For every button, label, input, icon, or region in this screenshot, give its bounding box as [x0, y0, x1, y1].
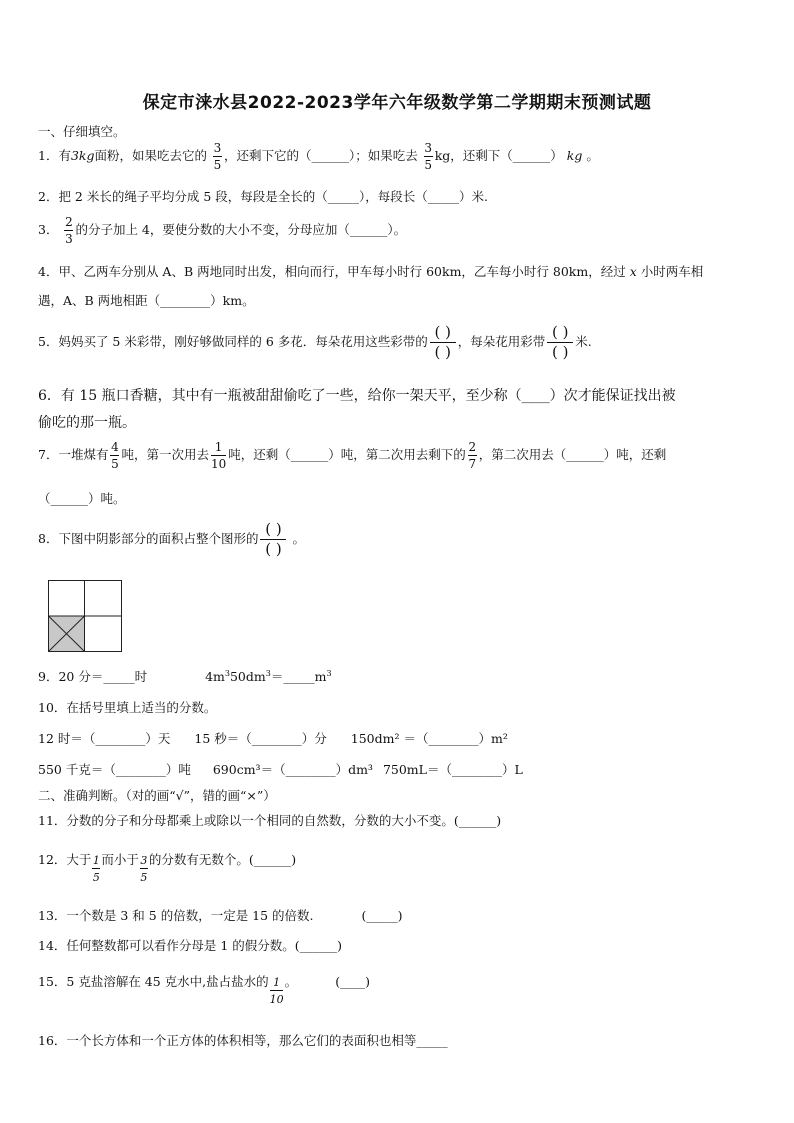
- question-2: 2．把 2 米长的绳子平均分成 5 段，每段是全长的（_____），每段长（_____）米.: [38, 189, 488, 204]
- question-10-row-1: 12 时＝（________）天 15 秒＝（________）分 150dm² ＝（________）m²: [38, 731, 508, 746]
- question-6-line-1: 6．有 15 瓶口香糖，其中有一瓶被甜甜偷吃了一些，给你一架天平，至少称（____）次才能保证找出被: [38, 388, 676, 404]
- question-10-row-2: 550 千克＝（________）吨 690cm³＝（________）dm³ 750mL＝（________）L: [38, 762, 523, 777]
- fraction: $\frac{1}{5}$: [92, 854, 100, 884]
- question-16: 16．一个长方体和一个正方体的体积相等，那么它们的表面积也相等_____: [38, 1033, 448, 1048]
- question-7-line-2: （______）吨。: [38, 491, 126, 506]
- fraction: $\frac{1}{10}$: [269, 976, 284, 1006]
- blank-fraction: $\frac{( )}{( )}$: [547, 325, 573, 360]
- section-2-heading: 二、准确判断。（对的画“√”，错的画“×”）: [38, 788, 276, 803]
- question-13: 13．一个数是 3 和 5 的倍数，一定是 15 的倍数. (_____): [38, 908, 403, 923]
- fraction: $\frac{1}{10}$: [210, 440, 227, 471]
- fraction: $\frac{3}{5}$: [140, 854, 148, 884]
- section-1-heading: 一、仔细填空。: [38, 124, 126, 139]
- page-title: 保定市涞水县2022-2023学年六年级数学第二学期期末预测试题: [142, 93, 652, 113]
- fraction: $\frac{2}{3}$: [65, 215, 73, 246]
- question-3: 3． $\frac{2}{3}$ 的分子加上 4，要使分数的大小不变，分母应加（______）。: [38, 215, 407, 246]
- question-12: 12．大于 $\frac{1}{5}$ 而小于 $\frac{3}{5}$ 的分数有无数个。(______): [38, 852, 297, 884]
- question-7: 7．一堆煤有 $\frac{4}{5}$ 吨，第一次用去 $\frac{1}{10}$ 吨，还剩（______）吨，第二次用去剩下的 $\frac{2}{7}$ ，第二次用去（______）吨，还剩: [38, 440, 667, 471]
- question-6-line-2: 偷吃的那一瓶。: [38, 415, 136, 431]
- fraction: $\frac{3}{5}$: [213, 141, 222, 172]
- fraction: $\frac{2}{7}$: [468, 440, 477, 471]
- question-10: 10．在括号里填上适当的分数。: [38, 700, 217, 715]
- question-15: 15．5 克盐溶解在 45 克水中,盐占盐水的 $\frac{1}{10}$ 。 (____): [38, 974, 370, 1006]
- question-9: 9．20 分＝_____时 $4m^350dm^3=\_\_\_\_\_m^3$: [38, 668, 332, 684]
- question-4-line-1: 4．甲、乙两车分别从 A、B 两地同时出发，相向而行，甲车每小时行 60km，乙车每小时行 80km，经过 x 小时两车相: [38, 264, 704, 279]
- question-8: 8．下图中阴影部分的面积占整个图形的 $\frac{( )}{( )}$ 。: [38, 520, 305, 558]
- fraction: $\frac{3}{5}$: [424, 141, 433, 172]
- question-4-line-2: 遇，A、B 两地相距（________）km。: [38, 293, 255, 308]
- blank-fraction: $\frac{( )}{( )}$: [430, 325, 456, 360]
- question-14: 14．任何整数都可以看作分母是 1 的假分数。(______): [38, 938, 343, 953]
- fraction: $\frac{4}{5}$: [111, 440, 119, 471]
- question-1: 1．有3kg面粉，如果吃去它的 $\frac{3}{5}$ ，还剩下它的（______）；如果吃去 $\frac{3}{5}$ kg，还剩下（______） kg 。: [38, 141, 599, 172]
- shaded-grid-figure: [48, 580, 122, 652]
- blank-fraction: $\frac{( )}{( )}$: [260, 522, 286, 557]
- question-11: 11．分数的分子和分母都乘上或除以一个相同的自然数，分数的大小不变。(______): [38, 813, 502, 828]
- question-5: 5．妈妈买了 5 米彩带，刚好够做同样的 6 多花．每朵花用这些彩带的 $\frac{( )}{( )}$ ，每朵花用彩带 $\frac{( )}{( )}$ 米.: [38, 323, 592, 361]
